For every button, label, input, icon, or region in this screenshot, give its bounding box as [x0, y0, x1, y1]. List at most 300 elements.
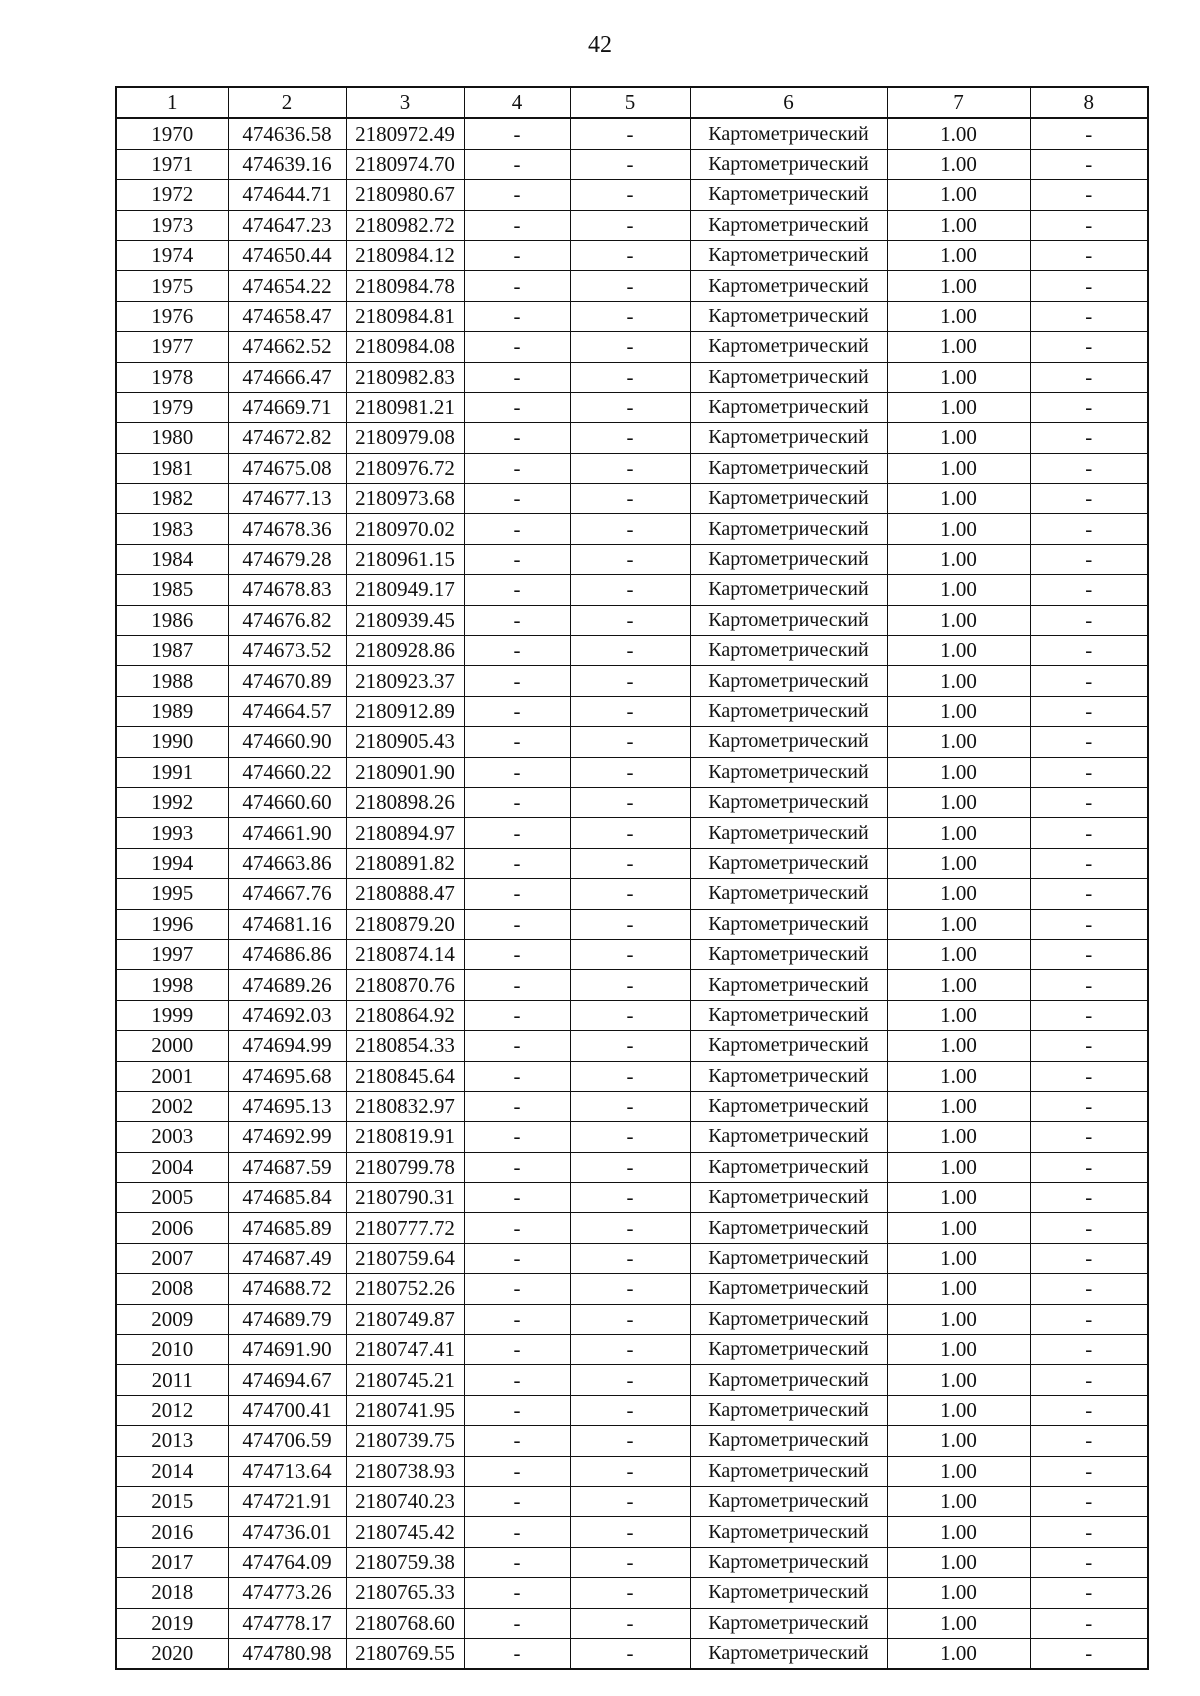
table-cell: -: [1030, 1365, 1148, 1395]
table-row: [116, 240, 1148, 270]
table-cell: 1.00: [887, 1304, 1030, 1334]
table-cell: 474660.22: [228, 757, 346, 787]
table-cell: 474687.59: [228, 1152, 346, 1182]
table-cell: -: [570, 818, 690, 848]
table-cell: -: [464, 210, 570, 240]
table-cell: 2180745.42: [346, 1517, 464, 1547]
table-cell: 1981: [116, 453, 228, 483]
table-cell: -: [570, 1578, 690, 1608]
table-cell: 2180864.92: [346, 1000, 464, 1030]
table-cell: -: [464, 848, 570, 878]
table-cell: 2180832.97: [346, 1091, 464, 1121]
table-cell: Картометрический: [690, 240, 887, 270]
table-cell: -: [1030, 1547, 1148, 1577]
table-cell: 1974: [116, 240, 228, 270]
table-row: [116, 149, 1148, 179]
table-cell: 2180981.21: [346, 392, 464, 422]
table-cell: -: [1030, 1000, 1148, 1030]
table-cell: 1.00: [887, 1213, 1030, 1243]
table-cell: 2180819.91: [346, 1122, 464, 1152]
table-row: [116, 879, 1148, 909]
table-cell: 1997: [116, 939, 228, 969]
table-cell: 1.00: [887, 1000, 1030, 1030]
table-cell: -: [464, 423, 570, 453]
table-cell: 1.00: [887, 939, 1030, 969]
table-cell: 2180739.75: [346, 1426, 464, 1456]
table-cell: -: [1030, 210, 1148, 240]
table-cell: 2019: [116, 1608, 228, 1638]
table-cell: -: [570, 636, 690, 666]
table-row: [116, 666, 1148, 696]
table-cell: -: [1030, 544, 1148, 574]
table-cell: -: [1030, 392, 1148, 422]
table-cell: 1973: [116, 210, 228, 240]
table-cell: -: [1030, 696, 1148, 726]
table-cell: -: [570, 970, 690, 1000]
table-row: [116, 787, 1148, 817]
table-cell: -: [464, 301, 570, 331]
table-cell: -: [1030, 727, 1148, 757]
table-cell: -: [1030, 1638, 1148, 1669]
table-cell: 2014: [116, 1456, 228, 1486]
table-cell: Картометрический: [690, 271, 887, 301]
table-row: [116, 210, 1148, 240]
table-cell: 2180759.38: [346, 1547, 464, 1577]
table-cell: 474676.82: [228, 605, 346, 635]
table-cell: -: [1030, 787, 1148, 817]
table-cell: 2180888.47: [346, 879, 464, 909]
table-cell: Картометрический: [690, 180, 887, 210]
table-cell: -: [1030, 1274, 1148, 1304]
table-cell: 1994: [116, 848, 228, 878]
table-cell: Картометрический: [690, 514, 887, 544]
table-cell: 2180759.64: [346, 1243, 464, 1273]
table-cell: -: [570, 332, 690, 362]
table-row: [116, 514, 1148, 544]
table-cell: 474664.57: [228, 696, 346, 726]
table-cell: 474650.44: [228, 240, 346, 270]
table-cell: 2006: [116, 1213, 228, 1243]
table-cell: 2180984.81: [346, 301, 464, 331]
table-row: [116, 1183, 1148, 1213]
table-cell: -: [464, 1243, 570, 1273]
table-body: [116, 118, 1148, 1669]
table-cell: 2180970.02: [346, 514, 464, 544]
table-cell: 1.00: [887, 1152, 1030, 1182]
table-cell: -: [1030, 1091, 1148, 1121]
table-row: [116, 909, 1148, 939]
table-cell: -: [570, 1608, 690, 1638]
table-cell: 1.00: [887, 970, 1030, 1000]
table-cell: Картометрический: [690, 453, 887, 483]
table-cell: -: [464, 362, 570, 392]
table-cell: Картометрический: [690, 1031, 887, 1061]
table-row: [116, 757, 1148, 787]
table-cell: 1999: [116, 1000, 228, 1030]
table-cell: -: [570, 1486, 690, 1516]
table-cell: Картометрический: [690, 118, 887, 149]
table-cell: 474778.17: [228, 1608, 346, 1638]
table-row: [116, 118, 1148, 149]
table-cell: Картометрический: [690, 787, 887, 817]
table-cell: -: [570, 1365, 690, 1395]
table-cell: -: [1030, 180, 1148, 210]
table-cell: 474700.41: [228, 1395, 346, 1425]
table-cell: 1.00: [887, 1122, 1030, 1152]
table-cell: -: [464, 879, 570, 909]
table-cell: -: [570, 1031, 690, 1061]
table-cell: -: [464, 453, 570, 483]
table-cell: -: [1030, 1335, 1148, 1365]
table-cell: 2180898.26: [346, 787, 464, 817]
table-cell: -: [1030, 453, 1148, 483]
table-cell: -: [570, 1638, 690, 1669]
table-cell: Картометрический: [690, 392, 887, 422]
table-cell: 474658.47: [228, 301, 346, 331]
table-cell: Картометрический: [690, 301, 887, 331]
table-cell: 474689.26: [228, 970, 346, 1000]
table-cell: 2180745.21: [346, 1365, 464, 1395]
table-cell: -: [1030, 939, 1148, 969]
table-cell: -: [464, 1274, 570, 1304]
table-cell: 1.00: [887, 879, 1030, 909]
table-cell: Картометрический: [690, 1456, 887, 1486]
table-row: [116, 605, 1148, 635]
table-cell: 2180752.26: [346, 1274, 464, 1304]
table-cell: -: [570, 1274, 690, 1304]
table-cell: 2016: [116, 1517, 228, 1547]
table-row: [116, 575, 1148, 605]
column-header: 5: [570, 87, 690, 118]
table-cell: -: [464, 818, 570, 848]
table-cell: 2180982.72: [346, 210, 464, 240]
table-row: [116, 301, 1148, 331]
table-cell: 1.00: [887, 301, 1030, 331]
table-cell: 2180939.45: [346, 605, 464, 635]
table-cell: -: [464, 1365, 570, 1395]
table-cell: -: [1030, 970, 1148, 1000]
table-cell: 2180874.14: [346, 939, 464, 969]
table-cell: 474694.99: [228, 1031, 346, 1061]
table-row: [116, 1335, 1148, 1365]
table-cell: -: [570, 1517, 690, 1547]
table-row: [116, 453, 1148, 483]
table-cell: -: [1030, 1152, 1148, 1182]
table-cell: 1971: [116, 149, 228, 179]
table-cell: 474695.13: [228, 1091, 346, 1121]
table-cell: Картометрический: [690, 1091, 887, 1121]
table-row: [116, 392, 1148, 422]
table-cell: Картометрический: [690, 757, 887, 787]
table-cell: -: [1030, 484, 1148, 514]
table-cell: -: [570, 1122, 690, 1152]
table-cell: -: [570, 1091, 690, 1121]
table-cell: -: [464, 149, 570, 179]
table-cell: 474678.36: [228, 514, 346, 544]
table-cell: -: [464, 1426, 570, 1456]
table-cell: 2180777.72: [346, 1213, 464, 1243]
table-cell: 2010: [116, 1335, 228, 1365]
table-cell: -: [1030, 909, 1148, 939]
table-cell: -: [464, 1183, 570, 1213]
table-cell: -: [464, 1456, 570, 1486]
table-cell: -: [570, 1456, 690, 1486]
table-cell: 474773.26: [228, 1578, 346, 1608]
table-cell: 474672.82: [228, 423, 346, 453]
table-cell: -: [464, 636, 570, 666]
table-cell: 1.00: [887, 484, 1030, 514]
table-cell: 474666.47: [228, 362, 346, 392]
table-cell: 2180961.15: [346, 544, 464, 574]
table-cell: 1983: [116, 514, 228, 544]
table-cell: 474736.01: [228, 1517, 346, 1547]
table-cell: 1.00: [887, 696, 1030, 726]
column-header: 4: [464, 87, 570, 118]
table-cell: Картометрический: [690, 1183, 887, 1213]
table-cell: 1.00: [887, 453, 1030, 483]
table-row: [116, 1274, 1148, 1304]
table-cell: 2180879.20: [346, 909, 464, 939]
table-cell: -: [464, 240, 570, 270]
table-cell: 2018: [116, 1578, 228, 1608]
table-cell: Картометрический: [690, 1365, 887, 1395]
table-cell: 474667.76: [228, 879, 346, 909]
table-cell: -: [464, 666, 570, 696]
table-cell: 2007: [116, 1243, 228, 1273]
table-cell: -: [1030, 575, 1148, 605]
table-cell: -: [570, 362, 690, 392]
table-cell: 2180891.82: [346, 848, 464, 878]
table-row: [116, 180, 1148, 210]
table-cell: 1978: [116, 362, 228, 392]
table-cell: 2180769.55: [346, 1638, 464, 1669]
table-row: [116, 271, 1148, 301]
table-row: [116, 1031, 1148, 1061]
table-row: [116, 1517, 1148, 1547]
table-row: [116, 423, 1148, 453]
table-cell: 2180912.89: [346, 696, 464, 726]
column-header: 3: [346, 87, 464, 118]
table-header: [116, 87, 1148, 118]
table-cell: 1.00: [887, 1274, 1030, 1304]
table-cell: 2180740.23: [346, 1486, 464, 1516]
table-cell: 1979: [116, 392, 228, 422]
table-cell: 2180980.67: [346, 180, 464, 210]
table-cell: -: [464, 180, 570, 210]
table-cell: -: [1030, 1213, 1148, 1243]
table-cell: 2011: [116, 1365, 228, 1395]
table-cell: -: [1030, 1304, 1148, 1334]
table-cell: 2180741.95: [346, 1395, 464, 1425]
table-cell: Картометрический: [690, 696, 887, 726]
table-cell: -: [570, 149, 690, 179]
table-cell: Картометрический: [690, 210, 887, 240]
table-cell: -: [1030, 1608, 1148, 1638]
table-cell: -: [464, 1395, 570, 1425]
coordinates-table: [115, 86, 1149, 1670]
table-cell: 2002: [116, 1091, 228, 1121]
table-cell: -: [1030, 423, 1148, 453]
table-cell: 474677.13: [228, 484, 346, 514]
table-cell: 2180799.78: [346, 1152, 464, 1182]
table-cell: -: [464, 1578, 570, 1608]
table-cell: 474647.23: [228, 210, 346, 240]
table-row: [116, 1304, 1148, 1334]
table-cell: 474644.71: [228, 180, 346, 210]
table-cell: 1.00: [887, 332, 1030, 362]
column-header: 7: [887, 87, 1030, 118]
table-cell: -: [1030, 1031, 1148, 1061]
table-row: [116, 1152, 1148, 1182]
table-cell: 1.00: [887, 605, 1030, 635]
table-cell: -: [570, 240, 690, 270]
table-cell: Картометрический: [690, 1395, 887, 1425]
table-cell: 1.00: [887, 636, 1030, 666]
table-cell: 474764.09: [228, 1547, 346, 1577]
table-cell: Картометрический: [690, 332, 887, 362]
table-cell: -: [464, 575, 570, 605]
table-cell: 2009: [116, 1304, 228, 1334]
table-cell: 2000: [116, 1031, 228, 1061]
table-cell: -: [570, 1243, 690, 1273]
table-cell: 2020: [116, 1638, 228, 1669]
table-row: [116, 1000, 1148, 1030]
column-header: 1: [116, 87, 228, 118]
table-row: [116, 1638, 1148, 1669]
table-cell: Картометрический: [690, 636, 887, 666]
table-cell: 1975: [116, 271, 228, 301]
table-cell: 1.00: [887, 1335, 1030, 1365]
table-cell: -: [1030, 666, 1148, 696]
table-cell: -: [464, 909, 570, 939]
table-cell: 2017: [116, 1547, 228, 1577]
table-cell: -: [570, 544, 690, 574]
table-cell: Картометрический: [690, 1274, 887, 1304]
table-cell: 1.00: [887, 1486, 1030, 1516]
table-cell: 2180747.41: [346, 1335, 464, 1365]
table-cell: 2180972.49: [346, 118, 464, 149]
table-cell: 2013: [116, 1426, 228, 1456]
table-cell: 1970: [116, 118, 228, 149]
table-cell: 1984: [116, 544, 228, 574]
table-row: [116, 1486, 1148, 1516]
table-cell: 1.00: [887, 727, 1030, 757]
table-cell: Картометрический: [690, 1547, 887, 1577]
table-cell: 2180765.33: [346, 1578, 464, 1608]
table-cell: -: [570, 848, 690, 878]
table-cell: 2180984.08: [346, 332, 464, 362]
table-cell: -: [570, 271, 690, 301]
table-cell: Картометрический: [690, 149, 887, 179]
table-cell: -: [1030, 1486, 1148, 1516]
table-cell: -: [570, 1426, 690, 1456]
table-cell: -: [1030, 301, 1148, 331]
table-cell: 1996: [116, 909, 228, 939]
table-cell: 1.00: [887, 1395, 1030, 1425]
table-cell: 1993: [116, 818, 228, 848]
table-cell: Картометрический: [690, 423, 887, 453]
table-cell: -: [570, 1335, 690, 1365]
table-cell: 1.00: [887, 1365, 1030, 1395]
table-cell: 2003: [116, 1122, 228, 1152]
table-row: [116, 818, 1148, 848]
table-cell: -: [570, 909, 690, 939]
table-row: [116, 727, 1148, 757]
table-row: [116, 1547, 1148, 1577]
table-cell: Картометрический: [690, 575, 887, 605]
table-cell: Картометрический: [690, 1213, 887, 1243]
table-cell: 2005: [116, 1183, 228, 1213]
table-cell: -: [570, 484, 690, 514]
table-cell: -: [464, 787, 570, 817]
table-cell: 474692.99: [228, 1122, 346, 1152]
table-cell: -: [464, 332, 570, 362]
table-cell: Картометрический: [690, 848, 887, 878]
table-cell: -: [464, 118, 570, 149]
table-cell: 1.00: [887, 575, 1030, 605]
table-cell: 1.00: [887, 1517, 1030, 1547]
table-cell: -: [464, 1304, 570, 1334]
table-cell: 474687.49: [228, 1243, 346, 1273]
table-cell: -: [1030, 1122, 1148, 1152]
table-cell: Картометрический: [690, 544, 887, 574]
table-cell: 1.00: [887, 1091, 1030, 1121]
table-cell: 2180854.33: [346, 1031, 464, 1061]
table-cell: Картометрический: [690, 1638, 887, 1669]
table-cell: -: [570, 423, 690, 453]
table-cell: 474663.86: [228, 848, 346, 878]
table-cell: 474685.89: [228, 1213, 346, 1243]
table-cell: -: [1030, 332, 1148, 362]
table-row: [116, 939, 1148, 969]
table-cell: 2180749.87: [346, 1304, 464, 1334]
table-cell: 474695.68: [228, 1061, 346, 1091]
table-cell: -: [464, 1000, 570, 1030]
table-cell: 2001: [116, 1061, 228, 1091]
table-cell: 2180974.70: [346, 149, 464, 179]
table-cell: 1991: [116, 757, 228, 787]
table-cell: 2180845.64: [346, 1061, 464, 1091]
table-cell: 1.00: [887, 787, 1030, 817]
table-cell: 474678.83: [228, 575, 346, 605]
table-cell: 474713.64: [228, 1456, 346, 1486]
table-cell: 1.00: [887, 149, 1030, 179]
table-cell: 1.00: [887, 544, 1030, 574]
table-cell: -: [1030, 605, 1148, 635]
table-cell: -: [1030, 118, 1148, 149]
table-cell: -: [1030, 879, 1148, 909]
table-cell: -: [464, 1213, 570, 1243]
table-cell: 2180982.83: [346, 362, 464, 392]
table-row: [116, 696, 1148, 726]
table-cell: 1.00: [887, 1578, 1030, 1608]
table-cell: -: [570, 939, 690, 969]
table-cell: 2180901.90: [346, 757, 464, 787]
table-row: [116, 1243, 1148, 1273]
table-row: [116, 1608, 1148, 1638]
table-cell: Картометрический: [690, 879, 887, 909]
table-cell: 2180976.72: [346, 453, 464, 483]
table-cell: -: [464, 696, 570, 726]
table-row: [116, 1061, 1148, 1091]
table-cell: -: [570, 1213, 690, 1243]
table-cell: -: [1030, 240, 1148, 270]
table-cell: Картометрический: [690, 818, 887, 848]
table-cell: -: [570, 605, 690, 635]
table-cell: 474669.71: [228, 392, 346, 422]
table-cell: 474694.67: [228, 1365, 346, 1395]
table-cell: -: [464, 970, 570, 1000]
